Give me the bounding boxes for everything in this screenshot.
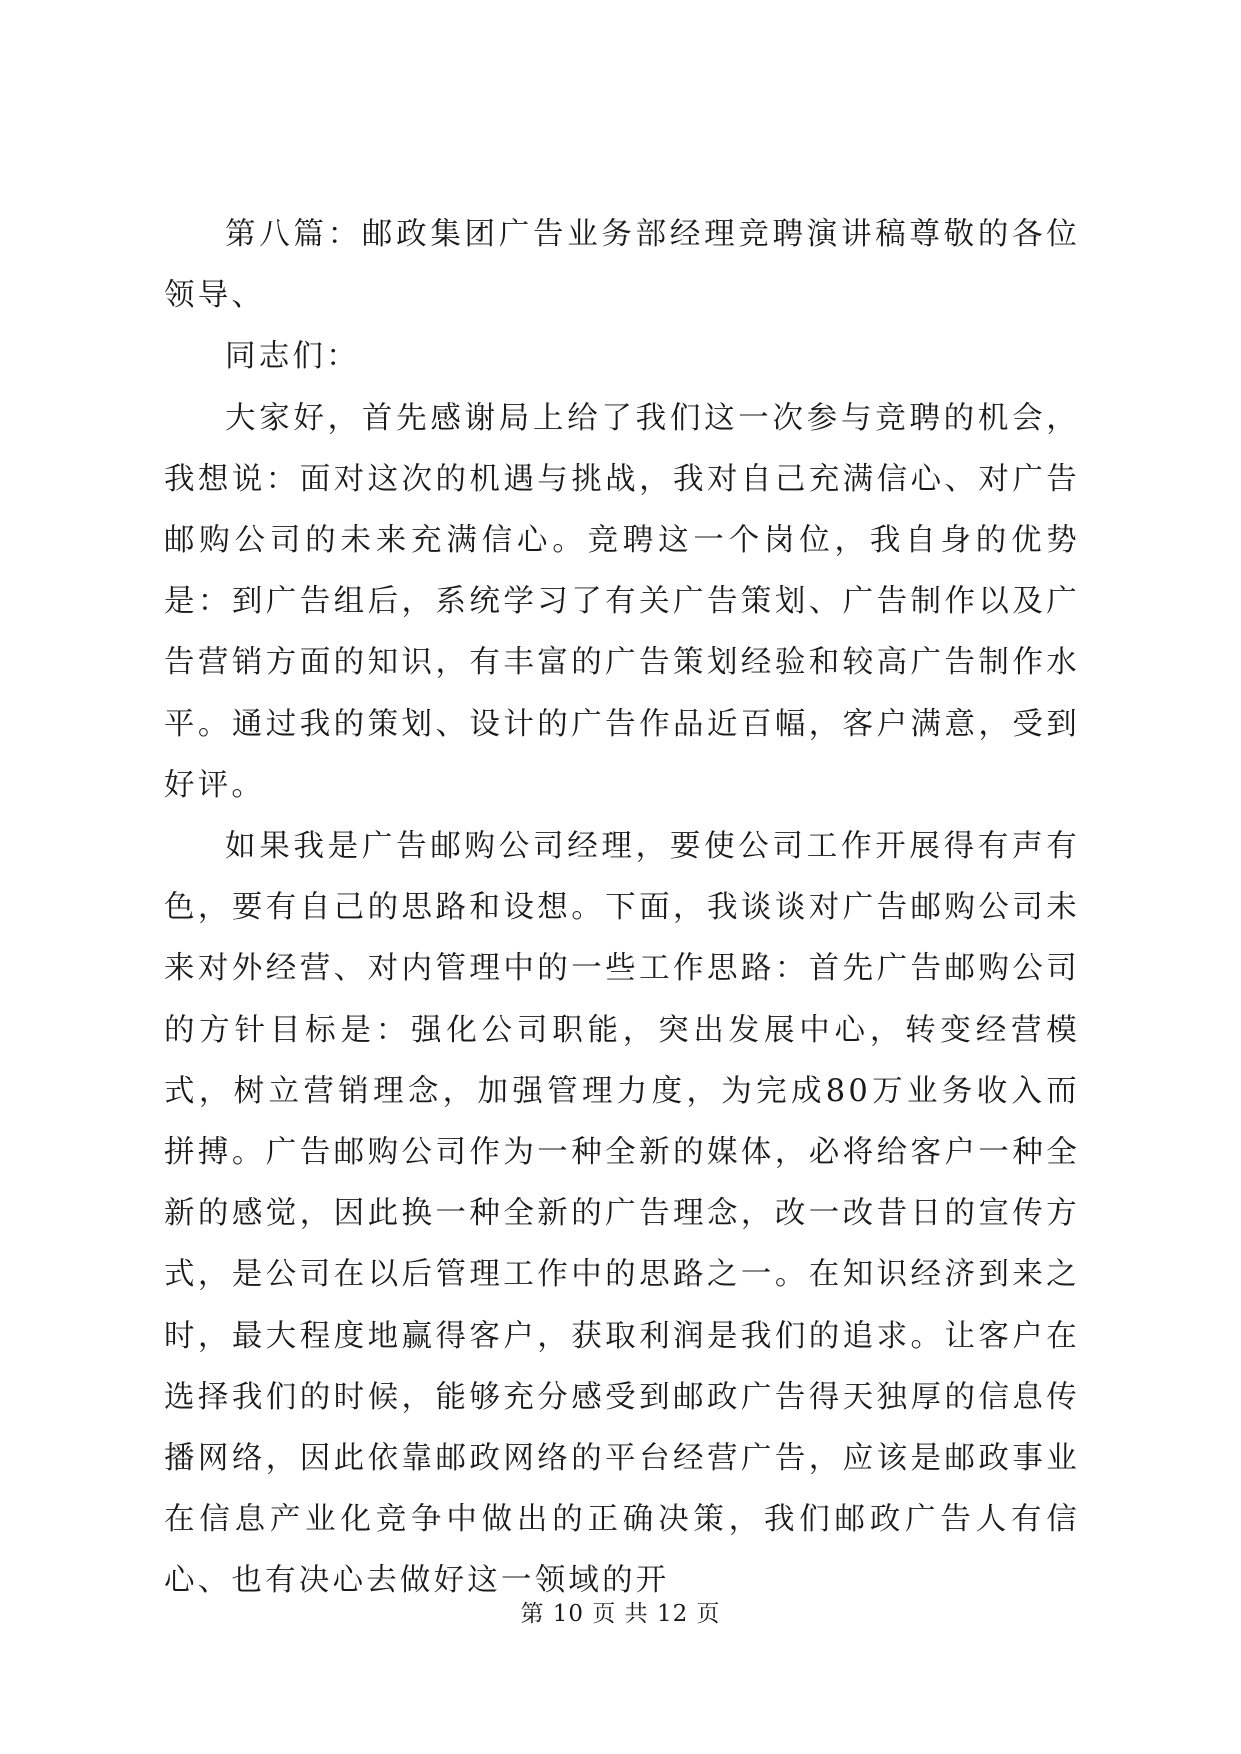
paragraph-greeting: 大家好，首先感谢局上给了我们这一次参与竞聘的机会，我想说：面对这次的机遇与挑战，我对自己充满信心、对广告邮购公司的未来充满信心。竞聘这一个岗位，我自身的优势是：到广告组后，系统学习了有关广告策划、广告制作以及广告营销方面的知识，有丰富的广告策划经验和较高广告制作水平。通过我的策划、设计的广告作品近百幅，客户满意，受到好评。 [164, 400, 1080, 803]
paragraph-salutation: 同志们： [225, 339, 360, 375]
page-footer: 第 10 页 共 12 页 [520, 1601, 721, 1627]
paragraph-plan: 如果我是广告邮购公司经理，要使公司工作开展得有声有色，要有自己的思路和设想。下面，我谈谈对广告邮购公司未来对外经营、对内管理中的一些工作思路：首先广告邮购公司的方针目标是：强化公司职能，突出发展中心，转变经营模式，树立营销理念，加强管理力度，为完成80万业务收入而拼搏。广告邮购公司作为一种全新的媒体，必将给客户一种全新的感觉，因此换一种全新的广告理念，改一改昔日的宣传方式，是公司在以后管理工作中的思路之一。在知识经济到来之时，最大程度地赢得客户，获取利润是我们的追求。让客户在选择我们的时候，能够充分感受到邮政广告得天独厚的信息传播网络，因此依靠邮政网络的平台经营广告，应该是邮政事业在信息产业化竞争中做出的正确决策，我们邮政广告人有信心、也有决心去做好这一领域的开 [164, 829, 1080, 1599]
paragraph-title: 第八篇：邮政集团广告业务部经理竞聘演讲稿尊敬的各位领导、 [164, 217, 1080, 314]
document-body [164, 204, 1080, 1612]
